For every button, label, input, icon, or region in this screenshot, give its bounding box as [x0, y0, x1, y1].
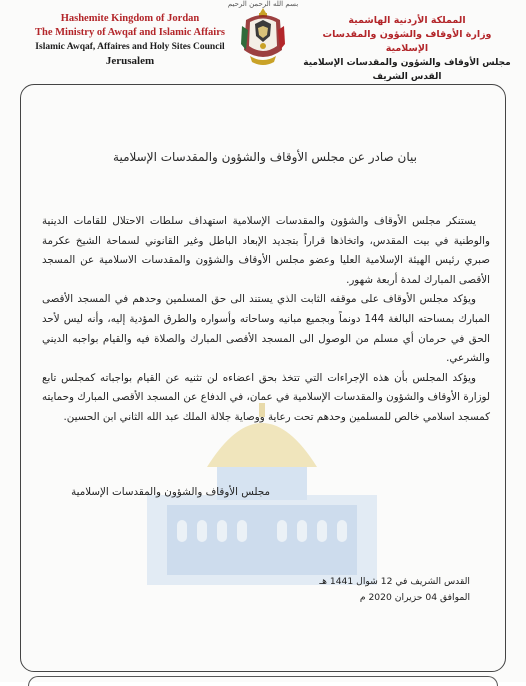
paragraph-1: يستنكر مجلس الأوقاف والشؤون والمقدسات الإسلامية استهداف سلطات الاحتلال للقامات الدينية والوطنية في بيت المقدس، واتخاذها قراراً بتجديد الإبعاد الباطل وغير القانوني لسماحة الشيخ عكرمة صبري رئيس الهيئة الإسلامية العليا وعضو مجلس الأوقاف والشؤون والمقدسات الاسلامية عن المسجد الأقصى المبارك لمدة أربعة شهور.: [42, 215, 490, 286]
date-block: [319, 574, 470, 606]
jordan-coat-of-arms-icon: [238, 6, 288, 70]
ministry-name-ar: وزارة الأوقاف والشؤون والمقدسات الإسلامية: [322, 29, 492, 54]
council-name-ar: مجلس الأوقاف والشؤون والمقدسات الإسلامية: [303, 58, 511, 68]
date-hijri: القدس الشريف في 12 شوال 1441 هـ: [319, 576, 470, 587]
council-name-en: Islamic Awqaf, Affaires and Holy Sites Council: [35, 42, 225, 52]
city-name-ar: القدس الشريف: [372, 72, 442, 82]
statement-title: بيان صادر عن مجلس الأوقاف والشؤون والمقدسات الإسلامية: [113, 150, 417, 164]
ministry-name-en: The Ministry of Awqaf and Islamic Affairs: [35, 27, 225, 38]
paragraph-3: ويؤكد المجلس بأن هذه الإجراءات التي تتخذ بحق اعضاءه لن تثنيه عن القيام بواجباته كمجلس تابع لوزارة الأوقاف والشؤون والمقدسات الإسلامية في عمان، في الدفاع عن المسجد الأقصى المبارك وحمايته كمسجد اسلامي خالص للمسلمين وحدهم تحت رعاية ووصاية جلالة الملك عبد الله الثاني ابن الحسين.: [42, 371, 490, 423]
arabic-letterhead: [302, 14, 512, 84]
date-gregorian: الموافق 04 حزيران 2020 م: [359, 592, 470, 603]
english-letterhead: [20, 12, 240, 68]
signature-line: مجلس الأوقاف والشؤون والمقدسات الإسلامية: [71, 486, 270, 498]
paragraph-2: ويؤكد مجلس الأوقاف على موقفه الثابت الذي يستند الى حق المسلمين وحدهم في المسجد الأقصى المبارك بمساحته البالغة 144 دونماً وبجميع مبانيه وساحاته وأسواره والطرق المؤدية إليه، وأنه ليس لأحد الحق في حرمان أي مسلم من الوصول الى المسجد الأقصى المبارك والصلاة فيه والقيام بواجبه الديني والشرعي.: [42, 293, 490, 365]
statement-body: [42, 212, 490, 428]
basmala-text: بسم الله الرحمن الرحيم: [227, 0, 299, 8]
kingdom-name-ar: المملكة الأردنية الهاشمية: [348, 15, 466, 26]
city-name-en: Jerusalem: [105, 55, 155, 67]
next-page-edge: [28, 676, 498, 686]
kingdom-name-en: Hashemite Kingdom of Jordan: [60, 13, 200, 24]
